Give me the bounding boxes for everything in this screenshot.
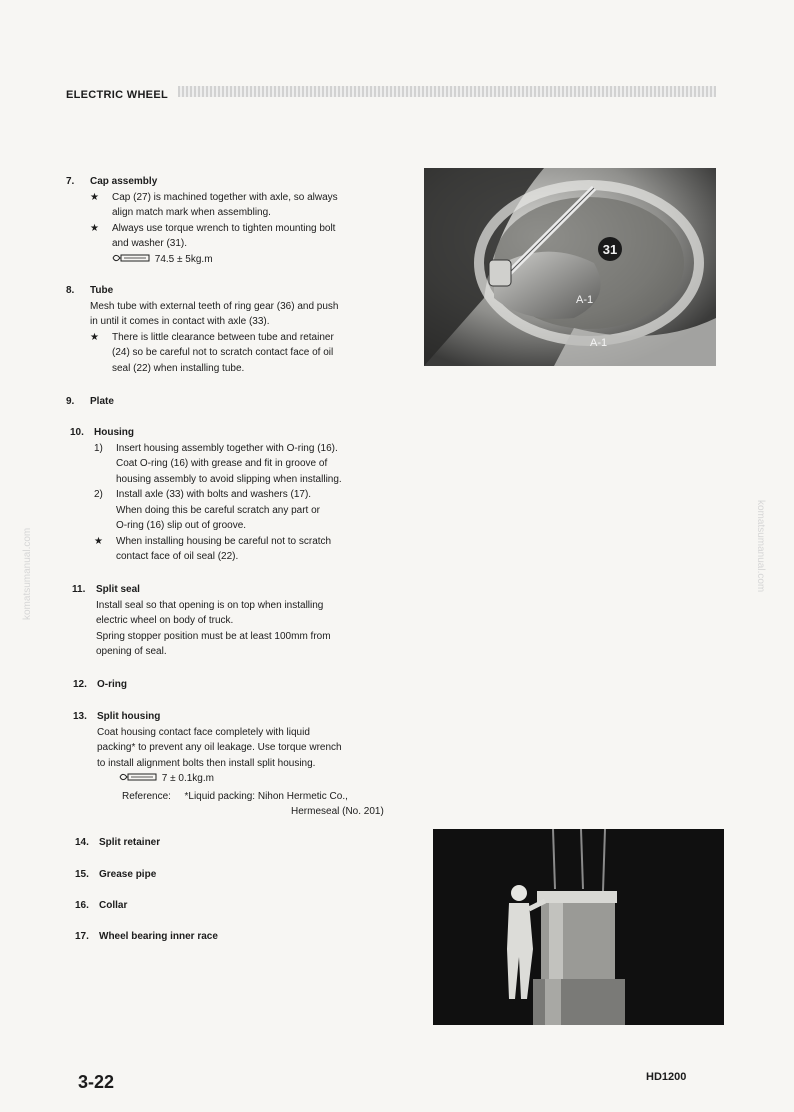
step-9-plate [66, 394, 406, 410]
step-number: 15. [75, 869, 89, 880]
step-title: Cap assembly [90, 176, 158, 187]
body-line: Mesh tube with external teeth of ring gear (36) and push [90, 300, 339, 312]
body-line: electric wheel on body of truck. [96, 615, 234, 626]
body-line: Coat housing contact face completely with liquid [97, 726, 310, 738]
housing-installation-illustration [433, 829, 724, 1025]
note-line: There is little clearance between tube and retainer [112, 331, 334, 343]
body-line: When doing this be careful scratch any part or [116, 504, 320, 516]
step-number: 12. [73, 679, 87, 690]
model-code: HD1200 [646, 1071, 687, 1083]
note-line: contact face of oil seal (22). [116, 551, 239, 562]
header-rule [178, 86, 716, 97]
step-number: 14. [75, 837, 89, 848]
body-line: Spring stopper position must be at least 100mm from [96, 630, 331, 642]
note-line: align match mark when assembling. [112, 207, 271, 218]
step-number: 9. [66, 396, 75, 407]
step-title: Tube [90, 285, 114, 296]
step-14-split-retainer [75, 835, 160, 851]
step-number: 11. [72, 584, 86, 595]
step-title: Collar [99, 900, 128, 911]
body-line: to install alignment bolts then install split housing. [97, 757, 316, 769]
cap-assembly-photo [424, 168, 716, 366]
torque-wrench-icon [119, 772, 159, 782]
body-line: Coat O-ring (16) with grease and fit in groove of [116, 458, 328, 469]
step-16-collar [75, 898, 127, 914]
torque-value: 7 ± 0.1kg.m [161, 773, 214, 784]
step-title: Split seal [96, 584, 140, 595]
step-13-split-housing [73, 709, 413, 820]
step-title: Wheel bearing inner race [99, 931, 218, 942]
note-line: seal (22) when installing tube. [112, 362, 245, 374]
star-icon: ★ [90, 191, 99, 203]
step-number: 7. [66, 176, 75, 187]
step-number: 10. [70, 427, 84, 438]
step-7-cap-assembly [66, 174, 406, 267]
step-number: 13. [73, 711, 87, 722]
star-icon: ★ [90, 222, 99, 234]
step-12-o-ring [73, 677, 413, 693]
body-line: in until it comes in contact with axle (33). [90, 316, 270, 327]
reference-label: Reference: [122, 790, 171, 802]
reference-text: Hermeseal (No. 201) [291, 806, 384, 817]
mark-label-a1-upper: A-1 [576, 294, 594, 306]
reference-text: *Liquid packing: Nihon Hermetic Co., [184, 790, 348, 802]
watermark-right: komatsumanual.com [755, 500, 766, 593]
step-title: O-ring [97, 679, 127, 690]
step-number: 16. [75, 900, 89, 911]
star-icon: ★ [94, 535, 103, 547]
section-header: ELECTRIC WHEEL [66, 89, 168, 101]
step-number: 8. [66, 285, 75, 296]
watermark-left: komatsumanual.com [22, 527, 33, 620]
star-icon: ★ [90, 331, 99, 343]
step-title: Split housing [97, 711, 161, 722]
note-line: When installing housing be careful not to scratch [116, 535, 332, 547]
step-title: Split retainer [99, 837, 161, 848]
step-17-wheel-bearing-inner-race [75, 929, 218, 945]
cap-assembly-illustration [424, 168, 716, 366]
body-line: Install seal so that opening is on top when installing [96, 599, 324, 611]
body-line: housing assembly to avoid slipping when installing. [116, 473, 342, 485]
step-title: Plate [90, 396, 114, 407]
substep-marker: 1) [94, 442, 103, 454]
step-title: Housing [94, 427, 134, 438]
body-line: packing* to prevent any oil leakage. Use torque wrench [97, 742, 342, 753]
callout-31: 31 [602, 242, 618, 257]
step-number: 17. [75, 931, 89, 942]
step-10-housing [70, 425, 410, 565]
body-line: opening of seal. [96, 646, 167, 657]
step-title: Grease pipe [99, 869, 157, 880]
substep-marker: 2) [94, 489, 103, 500]
note-line: Cap (27) is machined together with axle, so always [112, 191, 338, 203]
page-number: 3-22 [78, 1072, 115, 1092]
note-line: (24) so be careful not to scratch contact face of oil [112, 347, 334, 358]
torque-value: 74.5 ± 5kg.m [154, 253, 213, 265]
torque-wrench-icon [112, 253, 152, 263]
note-line: and washer (31). [112, 238, 188, 249]
body-line: Install axle (33) with bolts and washers (17). [116, 489, 312, 500]
housing-installation-photo [433, 829, 724, 1025]
body-line: O-ring (16) slip out of groove. [116, 520, 247, 531]
step-15-grease-pipe [75, 867, 156, 883]
step-11-split-seal [72, 582, 412, 660]
body-line: Insert housing assembly together with O-ring (16). [116, 442, 338, 454]
note-line: Always use torque wrench to tighten mounting bolt [112, 222, 336, 234]
mark-label-a1-lower: A-1 [590, 337, 608, 349]
step-8-tube [66, 283, 406, 376]
